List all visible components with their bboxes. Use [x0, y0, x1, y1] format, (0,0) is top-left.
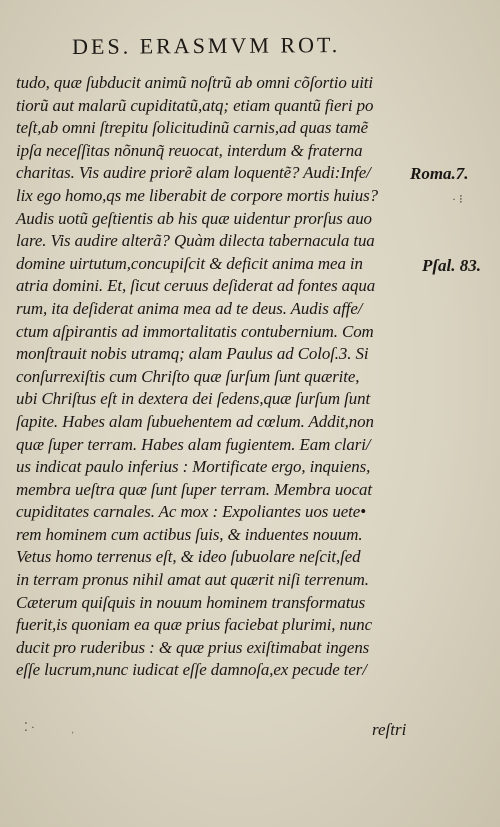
text-line: us indicat paulo inferius : Mortificate ergo, inquiens, — [16, 457, 371, 477]
margin-note-psalm: Pſal. 83. — [422, 256, 482, 275]
text-line: ſapite. Habes alam ſubuehentem ad cœlum. Addit,non — [16, 411, 374, 431]
text-line: rem hominem cum actibus ſuis, & induentes nouum. — [16, 524, 363, 544]
text-line: ducit pro ruderibus : & quæ prius exiſtimabat ingens — [16, 637, 370, 657]
text-line: Audis uotũ geſtientis ab his quæ uidentur prorſus auo — [16, 208, 372, 228]
text-line: Cæterum quiſquis in nouum hominem transformatus — [16, 592, 366, 612]
text-line: lare. Vis audire alterã? Quàm dilecta tabernacula tua — [16, 231, 375, 251]
text-line: ubi Chriſtus eſt in dextera dei ſedens,quæ ſurſum ſunt — [16, 389, 371, 409]
text-line: cupiditates carnales. Ac mox : Expoliantes uos uete• — [16, 502, 366, 522]
text-line: in terram pronus nihil amat aut quærit niſi terrenum. — [16, 570, 369, 590]
text-line: quæ ſuper terram. Habes alam fugientem. Eam clari/ — [16, 434, 371, 454]
text-line: tudo, quæ ſubducit animũ noſtrũ ab omni cõſortio uiti — [16, 73, 374, 92]
running-header: DES. ERASMVM ROT. — [72, 32, 341, 59]
text-line: teſt,ab omni ſtrepitu ſolicitudinũ carnis,ad quas tamẽ — [16, 118, 369, 138]
text-line: atria domini. Et, ſicut ceruus deſiderat ad fontes aqua — [16, 276, 376, 296]
text-line: conſurrexiſtis cum Chriſto quæ ſurſum ſunt quærite, — [16, 366, 360, 386]
text-line: membra ueſtra quæ ſunt ſuper terram. Membra uocat — [16, 479, 372, 499]
text-line: charitas. Vis audire priorẽ alam loquentẽ? Audi:Infe/ — [16, 163, 371, 183]
text-line: ipſa neceſſitas nõnunq̃ reuocat, interdum & fraterna — [16, 140, 363, 160]
margin-note-romans: Roma.7. — [410, 164, 469, 183]
catchword: reſtri — [372, 720, 407, 739]
text-line: Vetus homo terrenus eſt, & ideo ſubuolare neſcit,ſed — [16, 547, 361, 567]
text-block — [16, 72, 436, 682]
print-specks: ⁚ · ˌ — [24, 720, 75, 734]
text-line: domine uirtutum,concupiſcit & deficit anima mea in — [16, 253, 363, 273]
text-line: ctum aſpirantis ad immortalitatis contubernium. Com — [16, 321, 374, 341]
text-line: rum, ita deſiderat anima mea ad te deus. Audis affe/ — [16, 298, 363, 318]
print-specks-margin: · ⁝ — [452, 192, 463, 206]
text-line: fuerit,is quoniam ea quæ prius faciebat plurimi, nunc — [16, 615, 373, 635]
text-line: monſtrauit nobis utramq; alam Paulus ad Coloſ.3. Si — [16, 344, 369, 364]
text-line: eſſe lucrum,nunc iudicat eſſe damnoſa,ex pecude ter/ — [16, 660, 367, 680]
text-line: lix ego homo,qs me liberabit de corpore mortis huius? — [16, 185, 378, 205]
text-line: tiorũ aut malarũ cupiditatũ,atq; etiam quantũ fieri po — [16, 95, 374, 115]
